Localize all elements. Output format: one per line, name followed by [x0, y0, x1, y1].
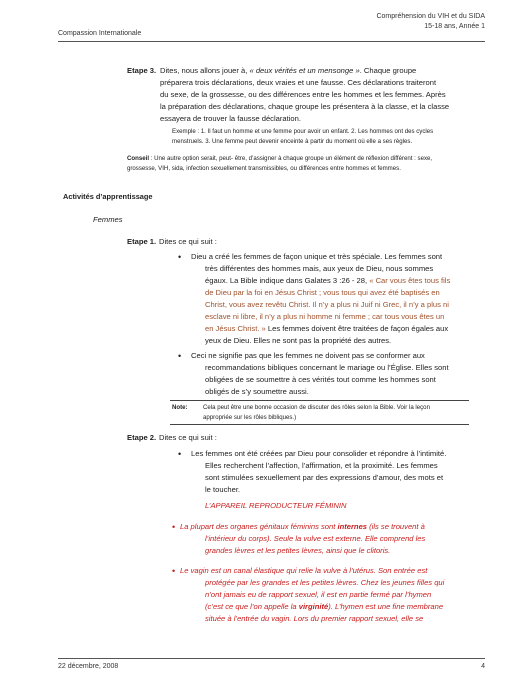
step2-bullet-3: Le vagin est un canal élastique qui relie la vulve à l’utérus. Son entrée est protégée par les grandes et les petites lèvres. Chez les jeunes filles qui n’ont jamais eu de rapport sexuel, il est en partie fermé par l’hymen (c’est ce que l’on appelle la virginité). L’hymen est une fine membrane située à l’entrée du vagin. Lors du premier rapport sexuel, elle se — [180, 566, 445, 623]
bullet-icon: • — [178, 449, 182, 459]
example-text: Exemple : 1. Il faut un homme et une femme pour avoir un enfant. 2. Les hommes ont des cycles menstruels. 3. Une femme peut devenir enceinte à partir du moment où elle a ses règles. — [172, 128, 434, 145]
bullet-icon: • — [172, 522, 176, 532]
subsection-title: Femmes — [93, 215, 123, 224]
bullet-icon: • — [172, 566, 176, 576]
step3-line: la préparation des déclarations, chaque groupe les présentera à la classe, et la classe — [160, 102, 450, 111]
conseil-text: Conseil : Une autre option serait, peut- être, d’assigner à chaque groupe un élément de réflexion différent : sexe, grossesse, VIH, sida, infection sexuellement transmissibles, ou différences entre hommes et femmes. — [127, 155, 433, 172]
header-organization: Compassion Internationale — [58, 30, 142, 37]
header-divider — [58, 41, 485, 42]
bullet-icon: • — [178, 252, 182, 262]
conseil-label: Conseil — [127, 155, 150, 162]
header-doc-subtitle: 15-18 ans, Année 1 — [424, 22, 485, 30]
step2-label: Etape 2. — [127, 433, 157, 442]
header-document-info — [376, 12, 485, 31]
step3-text — [160, 65, 500, 125]
step2-bullet-2: La plupart des organes génitaux féminins sont internes (ils se trouvent à l’intérieur du corps). Seule la vulve est externe. Elle comprend les grandes lèvres et les petites lèvres, ainsi que le clitoris. — [180, 522, 426, 555]
step2-bullet-1: Les femmes ont été créées par Dieu pour consolider et répondre à l’intimité. Elles recherchent l’affection, l’affirmation, et la proximité. Les femmes sont stimulées sexuellement par des expressions d’amour, des mots et le toucher. — [191, 449, 447, 494]
footer-page-number: 4 — [481, 663, 485, 670]
reproductive-heading: L’APPAREIL REPRODUCTEUR FÉMININ — [205, 501, 347, 510]
step3-label: Etape 3. — [127, 66, 157, 75]
bullet-icon: • — [178, 351, 182, 361]
footer-divider — [58, 658, 485, 659]
step1-intro: Dites ce qui suit : — [159, 237, 217, 246]
footer-date: 22 décembre, 2008 — [58, 663, 119, 670]
step1-bullet-2: Ceci ne signifie pas que les femmes ne doivent pas se conformer aux recommandations bibliques concernant le mariage ou l’Église. Elles sont obligées de se soumettre à ces vérités tout comme les hommes sont obligés de s’y soumettre aussi. — [191, 351, 449, 396]
step2-intro: Dites ce qui suit : — [159, 433, 217, 442]
section-title: Activités d’apprentissage — [63, 192, 153, 201]
step1-label: Etape 1. — [127, 237, 157, 246]
step3-line: préparera trois déclarations, deux vraies et une fausse. Ces déclarations traiteront — [160, 78, 437, 87]
step3-line: Dites, nous allons jouer à, « deux vérités et un mensonge ». Chaque groupe — [160, 66, 417, 75]
header-doc-title: Compréhension du VIH et du SIDA — [376, 13, 485, 20]
note-bottom-rule — [170, 424, 469, 425]
step3-line: essayera de trouver la fausse déclaration. — [160, 114, 301, 123]
note-top-rule — [170, 400, 469, 401]
note-text: Cela peut être une bonne occasion de discuter des rôles selon la Bible. Voir la leçon appropriée sur les rôles bibliques.) — [203, 404, 430, 421]
step3-line: du sexe, de la grossesse, ou des différences entre les hommes et les femmes. Après — [160, 90, 446, 99]
note-label: Note: — [172, 404, 188, 411]
step1-bullet-1: Dieu a créé les femmes de façon unique et très spéciale. Les femmes sont très différentes des hommes mais, aux yeux de Dieu, nous sommes égaux. La Bible indique dans Galates 3 :26 - 28, « Car vous êtes tous fils de Dieu par la foi en Jésus Christ ; vous tous qui avez été baptisés en Christ, vous avez revêtu Christ. Il n’y a plus ni Juif ni Grec, il n’y a plus ni esclave ni libre, il n’y a plus ni homme ni femme ; car tous vous êtes un en Jésus Christ. » Les femmes doivent être traitées de façon égales aux yeux de Dieu. Elles ne sont pas la propriété des autres. — [191, 252, 451, 345]
